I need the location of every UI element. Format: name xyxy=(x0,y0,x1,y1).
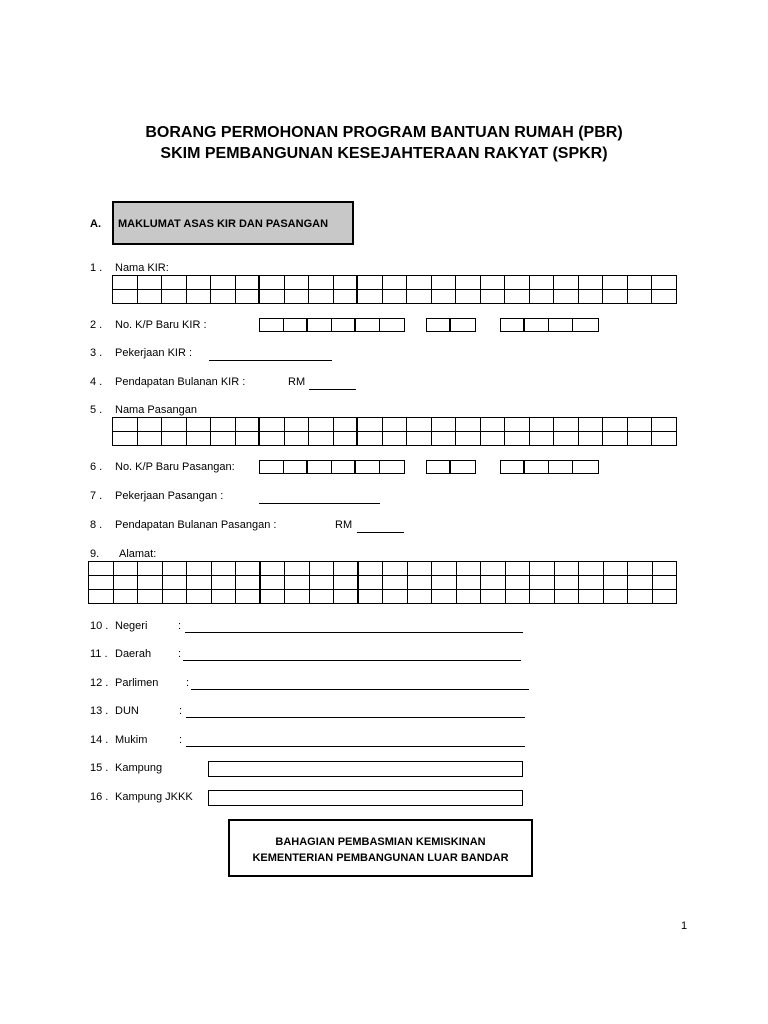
grid-cell[interactable] xyxy=(358,290,383,304)
alamat-label: Alamat: xyxy=(119,548,157,560)
grid-cell[interactable] xyxy=(408,562,433,576)
grid-cell[interactable] xyxy=(432,576,457,590)
grid-cell[interactable] xyxy=(604,562,629,576)
mukim-label: Mukim xyxy=(115,734,148,746)
item-number: 3 . xyxy=(90,347,103,359)
grid-cell[interactable] xyxy=(383,418,408,432)
item-number: 15 . xyxy=(90,762,109,774)
negeri-colon: : xyxy=(178,620,182,632)
parlimen-line[interactable] xyxy=(191,689,529,690)
grid-cell[interactable] xyxy=(187,418,212,432)
kp-kir-part3-boxes[interactable] xyxy=(500,318,599,332)
ic-digit-box[interactable] xyxy=(380,319,404,331)
grid-cell[interactable] xyxy=(309,432,334,446)
grid-cell[interactable] xyxy=(334,432,359,446)
grid-cell[interactable] xyxy=(457,562,482,576)
grid-cell[interactable] xyxy=(481,590,506,604)
ic-digit-box[interactable] xyxy=(356,319,380,331)
grid-cell[interactable] xyxy=(89,590,114,604)
grid-cell[interactable] xyxy=(187,562,212,576)
grid-cell[interactable] xyxy=(89,562,114,576)
grid-cell[interactable] xyxy=(628,290,653,304)
grid-cell[interactable] xyxy=(383,276,408,290)
ic-digit-box[interactable] xyxy=(451,319,475,331)
item-number: 9. xyxy=(90,548,100,560)
ic-digit-box[interactable] xyxy=(260,461,284,473)
grid-cell[interactable] xyxy=(212,576,237,590)
grid-cell[interactable] xyxy=(285,432,310,446)
daerah-colon: : xyxy=(178,648,182,660)
grid-cell[interactable] xyxy=(554,432,579,446)
grid-cell[interactable] xyxy=(187,432,212,446)
grid-cell[interactable] xyxy=(187,276,212,290)
grid-cell[interactable] xyxy=(628,562,653,576)
grid-cell[interactable] xyxy=(211,290,236,304)
department-line2: KEMENTERIAN PEMBANGUNAN LUAR BANDAR xyxy=(252,852,509,864)
pekerjaan-kir-label: Pekerjaan KIR : xyxy=(115,347,193,359)
grid-cell[interactable] xyxy=(285,276,310,290)
grid-cell[interactable] xyxy=(506,590,531,604)
dun-line[interactable] xyxy=(186,717,525,718)
grid-cell[interactable] xyxy=(383,590,408,604)
grid-cell[interactable] xyxy=(163,576,188,590)
grid-cell[interactable] xyxy=(579,432,604,446)
grid-cell[interactable] xyxy=(555,562,580,576)
grid-cell[interactable] xyxy=(652,276,677,290)
grid-cell[interactable] xyxy=(432,418,457,432)
grid-cell[interactable] xyxy=(260,290,285,304)
grid-cell[interactable] xyxy=(653,576,678,590)
ic-digit-box[interactable] xyxy=(380,461,404,473)
grid-cell[interactable] xyxy=(554,276,579,290)
grid-cell[interactable] xyxy=(604,590,629,604)
item-number: 13 . xyxy=(90,705,109,717)
grid-cell[interactable] xyxy=(113,276,138,290)
mukim-line[interactable] xyxy=(186,746,525,747)
ic-digit-box[interactable] xyxy=(284,461,308,473)
grid-cell[interactable] xyxy=(530,290,555,304)
grid-cell[interactable] xyxy=(163,590,188,604)
grid-cell[interactable] xyxy=(236,576,261,590)
pekerjaan-kir-line[interactable] xyxy=(209,360,332,361)
grid-cell[interactable] xyxy=(628,276,653,290)
grid-cell[interactable] xyxy=(530,562,555,576)
ic-digit-box[interactable] xyxy=(356,461,380,473)
grid-cell[interactable] xyxy=(555,590,580,604)
grid-cell[interactable] xyxy=(603,276,628,290)
grid-cell[interactable] xyxy=(261,590,286,604)
grid-cell[interactable] xyxy=(432,290,457,304)
grid-cell[interactable] xyxy=(628,432,653,446)
pendapatan-pasangan-line[interactable] xyxy=(357,532,404,533)
grid-cell[interactable] xyxy=(260,418,285,432)
ic-digit-box[interactable] xyxy=(573,461,597,473)
pendapatan-kir-line[interactable] xyxy=(309,389,356,390)
grid-cell[interactable] xyxy=(506,562,531,576)
grid-cell[interactable] xyxy=(212,562,237,576)
grid-cell[interactable] xyxy=(652,290,677,304)
grid-cell[interactable] xyxy=(138,276,163,290)
grid-cell[interactable] xyxy=(432,590,457,604)
grid-cell[interactable] xyxy=(628,576,653,590)
grid-cell[interactable] xyxy=(138,576,163,590)
grid-cell[interactable] xyxy=(310,576,335,590)
grid-cell[interactable] xyxy=(555,576,580,590)
item-number: 11 . xyxy=(90,648,108,660)
grid-cell[interactable] xyxy=(457,576,482,590)
nama-kir-label: Nama KIR: xyxy=(115,262,169,274)
grid-cell[interactable] xyxy=(334,562,359,576)
kampung-label: Kampung xyxy=(115,762,163,774)
ic-digit-box[interactable] xyxy=(427,461,451,473)
grid-cell[interactable] xyxy=(114,576,139,590)
item-number: 4 . xyxy=(90,376,103,388)
ic-digit-box[interactable] xyxy=(284,319,308,331)
ic-digit-box[interactable] xyxy=(427,319,451,331)
grid-cell[interactable] xyxy=(260,432,285,446)
grid-cell[interactable] xyxy=(358,432,383,446)
grid-cell[interactable] xyxy=(383,290,408,304)
grid-cell[interactable] xyxy=(579,562,604,576)
grid-cell[interactable] xyxy=(579,418,604,432)
grid-cell[interactable] xyxy=(432,562,457,576)
ic-digit-box[interactable] xyxy=(451,461,475,473)
nama-pasangan-label: Nama Pasangan xyxy=(115,404,197,416)
grid-cell[interactable] xyxy=(505,276,530,290)
pendapatan-kir-label: Pendapatan Bulanan KIR : xyxy=(115,376,246,388)
ic-digit-box[interactable] xyxy=(501,461,525,473)
grid-cell[interactable] xyxy=(653,590,678,604)
grid-cell[interactable] xyxy=(579,290,604,304)
parlimen-colon: : xyxy=(186,677,190,689)
grid-cell[interactable] xyxy=(138,290,163,304)
pendapatan-pasangan-currency: RM xyxy=(335,519,353,531)
item-number: 2 . xyxy=(90,319,103,331)
section-letter: A. xyxy=(90,218,101,230)
grid-cell[interactable] xyxy=(138,590,163,604)
grid-cell[interactable] xyxy=(481,432,506,446)
grid-cell[interactable] xyxy=(162,418,187,432)
grid-cell[interactable] xyxy=(138,418,163,432)
grid-cell[interactable] xyxy=(309,290,334,304)
item-number: 5 . xyxy=(90,404,103,416)
grid-cell[interactable] xyxy=(579,276,604,290)
ic-digit-box[interactable] xyxy=(332,461,356,473)
grid-cell[interactable] xyxy=(408,576,433,590)
grid-cell[interactable] xyxy=(579,590,604,604)
grid-cell[interactable] xyxy=(530,590,555,604)
ic-digit-box[interactable] xyxy=(549,319,573,331)
grid-cell[interactable] xyxy=(211,432,236,446)
grid-cell[interactable] xyxy=(359,562,384,576)
daerah-line[interactable] xyxy=(183,660,521,661)
item-number: 6 . xyxy=(90,461,103,473)
grid-cell[interactable] xyxy=(211,418,236,432)
grid-cell[interactable] xyxy=(530,276,555,290)
nama-kir-grid[interactable] xyxy=(112,275,677,304)
grid-cell[interactable] xyxy=(334,590,359,604)
dun-label: DUN xyxy=(115,705,139,717)
grid-cell[interactable] xyxy=(358,276,383,290)
grid-cell[interactable] xyxy=(285,590,310,604)
grid-cell[interactable] xyxy=(481,562,506,576)
alamat-grid[interactable] xyxy=(88,561,677,604)
grid-cell[interactable] xyxy=(554,418,579,432)
ic-digit-box[interactable] xyxy=(308,461,332,473)
ic-digit-box[interactable] xyxy=(260,319,284,331)
grid-cell[interactable] xyxy=(310,562,335,576)
grid-cell[interactable] xyxy=(261,562,286,576)
item-number: 1 . xyxy=(90,262,103,274)
ic-digit-box[interactable] xyxy=(525,319,549,331)
kp-pasangan-part3-boxes[interactable] xyxy=(500,460,599,474)
grid-cell[interactable] xyxy=(481,576,506,590)
grid-cell[interactable] xyxy=(407,432,432,446)
grid-cell[interactable] xyxy=(359,590,384,604)
grid-cell[interactable] xyxy=(163,562,188,576)
ic-digit-box[interactable] xyxy=(501,319,525,331)
grid-cell[interactable] xyxy=(432,276,457,290)
item-number: 12 . xyxy=(90,677,109,689)
grid-cell[interactable] xyxy=(457,590,482,604)
ic-digit-box[interactable] xyxy=(308,319,332,331)
grid-cell[interactable] xyxy=(481,276,506,290)
grid-cell[interactable] xyxy=(554,290,579,304)
grid-cell[interactable] xyxy=(652,432,677,446)
grid-cell[interactable] xyxy=(481,418,506,432)
dun-colon: : xyxy=(179,705,183,717)
grid-cell[interactable] xyxy=(628,590,653,604)
grid-cell[interactable] xyxy=(162,276,187,290)
grid-cell[interactable] xyxy=(285,562,310,576)
grid-cell[interactable] xyxy=(138,432,163,446)
ic-digit-box[interactable] xyxy=(573,319,597,331)
item-number: 7 . xyxy=(90,490,103,502)
grid-cell[interactable] xyxy=(481,290,506,304)
grid-cell[interactable] xyxy=(383,576,408,590)
grid-cell[interactable] xyxy=(236,290,261,304)
ic-digit-box[interactable] xyxy=(525,461,549,473)
grid-cell[interactable] xyxy=(212,590,237,604)
grid-cell[interactable] xyxy=(236,590,261,604)
grid-cell[interactable] xyxy=(530,432,555,446)
page-number: 1 xyxy=(681,920,688,932)
grid-cell[interactable] xyxy=(285,576,310,590)
grid-cell[interactable] xyxy=(113,418,138,432)
grid-cell[interactable] xyxy=(628,418,653,432)
negeri-line[interactable] xyxy=(185,632,523,633)
grid-cell[interactable] xyxy=(603,432,628,446)
daerah-label: Daerah xyxy=(115,648,152,660)
section-heading: MAKLUMAT ASAS KIR DAN PASANGAN xyxy=(112,201,354,245)
pekerjaan-pasangan-line[interactable] xyxy=(259,503,380,504)
grid-cell[interactable] xyxy=(113,432,138,446)
kp-pasangan-label: No. K/P Baru Pasangan: xyxy=(115,461,235,473)
department-box xyxy=(228,819,533,877)
ic-digit-box[interactable] xyxy=(332,319,356,331)
grid-cell[interactable] xyxy=(236,432,261,446)
grid-cell[interactable] xyxy=(89,576,114,590)
grid-cell[interactable] xyxy=(261,576,286,590)
kp-pasangan-part2-boxes[interactable] xyxy=(426,460,476,474)
grid-cell[interactable] xyxy=(407,290,432,304)
grid-cell[interactable] xyxy=(334,576,359,590)
form-title-line2: SKIM PEMBANGUNAN KESEJAHTERAAN RAKYAT (SPKR) xyxy=(160,145,608,162)
grid-cell[interactable] xyxy=(162,290,187,304)
grid-cell[interactable] xyxy=(285,290,310,304)
form-title-line1: BORANG PERMOHONAN PROGRAM BANTUAN RUMAH (PBR) xyxy=(145,124,623,141)
grid-cell[interactable] xyxy=(407,276,432,290)
grid-cell[interactable] xyxy=(603,290,628,304)
parlimen-label: Parlimen xyxy=(115,677,159,689)
grid-cell[interactable] xyxy=(505,432,530,446)
grid-cell[interactable] xyxy=(653,562,678,576)
kp-kir-part2-boxes[interactable] xyxy=(426,318,476,332)
kampung-input-box[interactable] xyxy=(208,761,523,777)
grid-cell[interactable] xyxy=(358,418,383,432)
grid-cell[interactable] xyxy=(211,276,236,290)
grid-cell[interactable] xyxy=(456,290,481,304)
grid-cell[interactable] xyxy=(334,276,359,290)
grid-cell[interactable] xyxy=(505,418,530,432)
grid-cell[interactable] xyxy=(530,418,555,432)
department-line1: BAHAGIAN PEMBASMIAN KEMISKINAN xyxy=(275,836,486,848)
grid-cell[interactable] xyxy=(187,590,212,604)
grid-cell[interactable] xyxy=(530,576,555,590)
grid-cell[interactable] xyxy=(456,418,481,432)
grid-cell[interactable] xyxy=(114,590,139,604)
grid-cell[interactable] xyxy=(383,432,408,446)
grid-cell[interactable] xyxy=(113,290,138,304)
grid-cell[interactable] xyxy=(236,562,261,576)
kp-pasangan-part1-boxes[interactable] xyxy=(259,460,405,474)
nama-pasangan-grid[interactable] xyxy=(112,417,677,446)
grid-cell[interactable] xyxy=(236,418,261,432)
grid-cell[interactable] xyxy=(456,432,481,446)
grid-cell[interactable] xyxy=(138,562,163,576)
item-number: 10 . xyxy=(90,620,109,632)
item-number: 16 . xyxy=(90,791,109,803)
grid-cell[interactable] xyxy=(603,418,628,432)
kp-kir-part1-boxes[interactable] xyxy=(259,318,405,332)
pekerjaan-pasangan-label: Pekerjaan Pasangan : xyxy=(115,490,224,502)
grid-cell[interactable] xyxy=(285,418,310,432)
grid-cell[interactable] xyxy=(407,418,432,432)
grid-cell[interactable] xyxy=(187,290,212,304)
grid-cell[interactable] xyxy=(456,276,481,290)
grid-cell[interactable] xyxy=(187,576,212,590)
ic-digit-box[interactable] xyxy=(549,461,573,473)
grid-cell[interactable] xyxy=(505,290,530,304)
grid-cell[interactable] xyxy=(162,432,187,446)
negeri-label: Negeri xyxy=(115,620,148,632)
kampung-jkkk-input-box[interactable] xyxy=(208,790,523,806)
grid-cell[interactable] xyxy=(604,576,629,590)
kampung-jkkk-label: Kampung JKKK xyxy=(115,791,193,803)
grid-cell[interactable] xyxy=(309,418,334,432)
item-number: 8 . xyxy=(90,519,103,531)
mukim-colon: : xyxy=(179,734,183,746)
grid-cell[interactable] xyxy=(506,576,531,590)
grid-cell[interactable] xyxy=(260,276,285,290)
kp-kir-label: No. K/P Baru KIR : xyxy=(115,319,207,331)
grid-cell[interactable] xyxy=(334,290,359,304)
grid-cell[interactable] xyxy=(236,276,261,290)
pendapatan-kir-currency: RM xyxy=(288,376,306,388)
grid-cell[interactable] xyxy=(408,590,433,604)
grid-cell[interactable] xyxy=(359,576,384,590)
grid-cell[interactable] xyxy=(383,562,408,576)
grid-cell[interactable] xyxy=(334,418,359,432)
item-number: 14 . xyxy=(90,734,109,746)
grid-cell[interactable] xyxy=(310,590,335,604)
grid-cell[interactable] xyxy=(652,418,677,432)
grid-cell[interactable] xyxy=(579,576,604,590)
grid-cell[interactable] xyxy=(114,562,139,576)
grid-cell[interactable] xyxy=(432,432,457,446)
grid-cell[interactable] xyxy=(309,276,334,290)
pendapatan-pasangan-label: Pendapatan Bulanan Pasangan : xyxy=(115,519,277,531)
